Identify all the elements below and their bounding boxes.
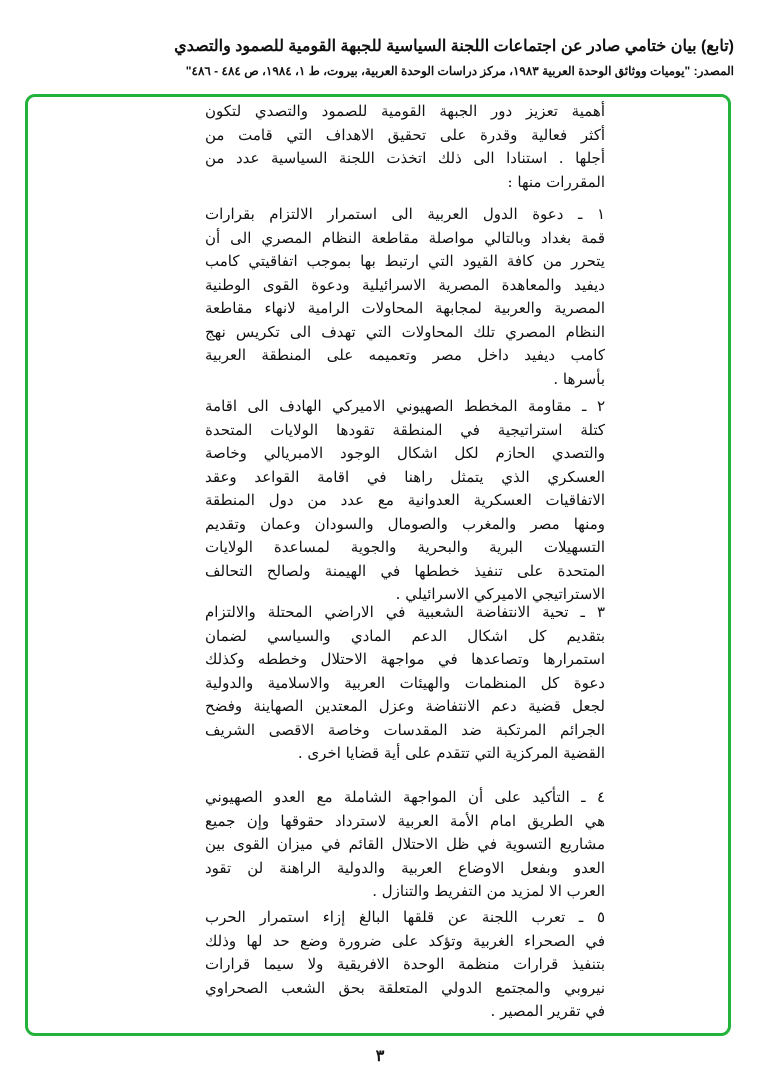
text-line: الاتفاقيات العسكرية العدوانية مع عدد من دول المنطقة xyxy=(205,491,605,509)
text-line: بتقديم كل اشكال الدعم المادي والسياسي لضمان xyxy=(205,626,605,645)
text-line: ١ ـ دعوة الدول العربية الى استمرار الالتزام بقرارات xyxy=(205,205,605,223)
text-line: لجعل قضية دعم الانتفاضة وعزل المعتدين الصهاينة وفضح xyxy=(205,697,605,715)
paragraph xyxy=(205,100,605,194)
text-line: ديفيد والمعاهدة المصرية الاسرائيلية ودعوة القوى الوطنية xyxy=(205,275,605,294)
text-line: المصرية والعربية لمجابهة المحاولات الرامية لانهاء مقاطعة xyxy=(205,299,605,317)
text-line: يتحرر من كافة القيود التي ارتبط بها بموجب اتفاقيتي كامب xyxy=(205,252,605,270)
text-line: التسهيلات البرية والبحرية والجوية لمساعدة الولايات xyxy=(205,538,605,556)
text-line: ٥ ـ تعرب اللجنة عن قلقها البالغ إزاء استمرار الحرب xyxy=(205,908,605,926)
text-line: استمرارها وتصاعدها في مواجهة الاحتلال وخططه وكذلك xyxy=(205,650,605,668)
text-line: مشاريع التسوية في ظل الاحتلال القائم في ميزان القوى بين xyxy=(205,835,605,853)
text-line: المتحدة على تنفيذ خططها في الهيمنة ولصالح التحالف xyxy=(205,561,605,580)
paragraph xyxy=(205,395,605,607)
text-line: أهمية تعزيز دور الجبهة القومية للصمود والتصدي لتكون xyxy=(205,102,605,120)
page-number: ٣ xyxy=(375,1046,385,1065)
text-line: دعوة كل المنظمات والهيئات العربية والاسلامية والدولية xyxy=(205,673,605,692)
text-line: النظام المصري تلك المحاولات التي تهدف الى تكريس نهج xyxy=(205,322,605,341)
text-line: ٣ ـ تحية الانتفاضة الشعبية في الاراضي المحتلة والالتزام xyxy=(205,603,605,621)
text-line: أكثر فعالية وقدرة على تحقيق الاهداف التي قامت من xyxy=(205,125,605,144)
paragraph xyxy=(205,906,605,1024)
text-line: كامب ديفيد داخل مصر وتعميمه على المنطقة العربية xyxy=(205,346,605,364)
text-line: ٢ ـ مقاومة المخطط الصهيوني الاميركي الهادف الى اقامة xyxy=(205,397,605,415)
paragraph xyxy=(205,786,605,904)
text-line: والتصدي الحازم لكل اشكال الوجود الامبريالي وخاصة xyxy=(205,444,605,462)
text-line: العسكري الذي يتمثل راهنا في اقامة القواعد وعقد xyxy=(205,467,605,486)
text-line: المقررات منها : xyxy=(507,172,605,191)
text-line: العدو وبفعل الاوضاع العربية والدولية الراهنة لن تقود xyxy=(205,858,605,877)
text-line: قمة بغداد وبالتالي مواصلة مقاطعة النظام المصري الى أن xyxy=(205,228,605,247)
text-line: القضية المركزية التي تتقدم على أية قضايا اخرى . xyxy=(297,744,605,762)
text-line: ٤ ـ التأكيد على أن المواجهة الشاملة مع العدو الصهيوني xyxy=(205,788,605,806)
text-line: العرب الا لمزيد من التفريط والتنازل . xyxy=(372,882,605,900)
text-line: نيروبي والمجتمع الدولي المتعلقة بحق الشعب الصحراوي xyxy=(205,978,605,997)
text-line: بتنفيذ قرارات منظمة الوحدة الافريقية ولا سيما قرارات xyxy=(205,955,605,973)
document-title: (تابع) بيان ختامي صادر عن اجتماعات اللجنة السياسية للجبهة القومية للصمود والتصدي xyxy=(174,38,734,55)
paragraph xyxy=(205,601,605,766)
text-line: الاستراتيجي الاميركي الاسرائيلي . xyxy=(395,585,605,603)
text-line: في الصحراء الغربية وتؤكد على ضرورة وضع حد لها وذلك xyxy=(205,931,605,950)
text-line: في تقرير المصير . xyxy=(490,1002,605,1020)
text-line: بأسرها . xyxy=(553,369,605,388)
source-citation: المصدر: "يوميات ووثائق الوحدة العربية ١٩٨٣، مركز دراسات الوحدة العربية، بيروت، ط ١، ١٩٨٤، ص ٤٨٤ - ٤٨٦" xyxy=(185,64,734,78)
text-line: ومنها مصر والمغرب والصومال والسودان وعمان وتقديم xyxy=(205,514,605,533)
text-line: الجرائم المرتكبة ضد المقدسات وخاصة الاقصى الشريف xyxy=(205,720,605,739)
text-line: كتلة استراتيجية في المنطقة تقودها الولايات المتحدة xyxy=(205,420,605,439)
text-line: هي الطريق امام الأمة العربية لاسترداد حقوقها وإن جميع xyxy=(205,811,605,830)
text-line: أجلها . استنادا الى ذلك اتخذت اللجنة السياسية عدد من xyxy=(205,149,605,167)
paragraph xyxy=(205,203,605,391)
